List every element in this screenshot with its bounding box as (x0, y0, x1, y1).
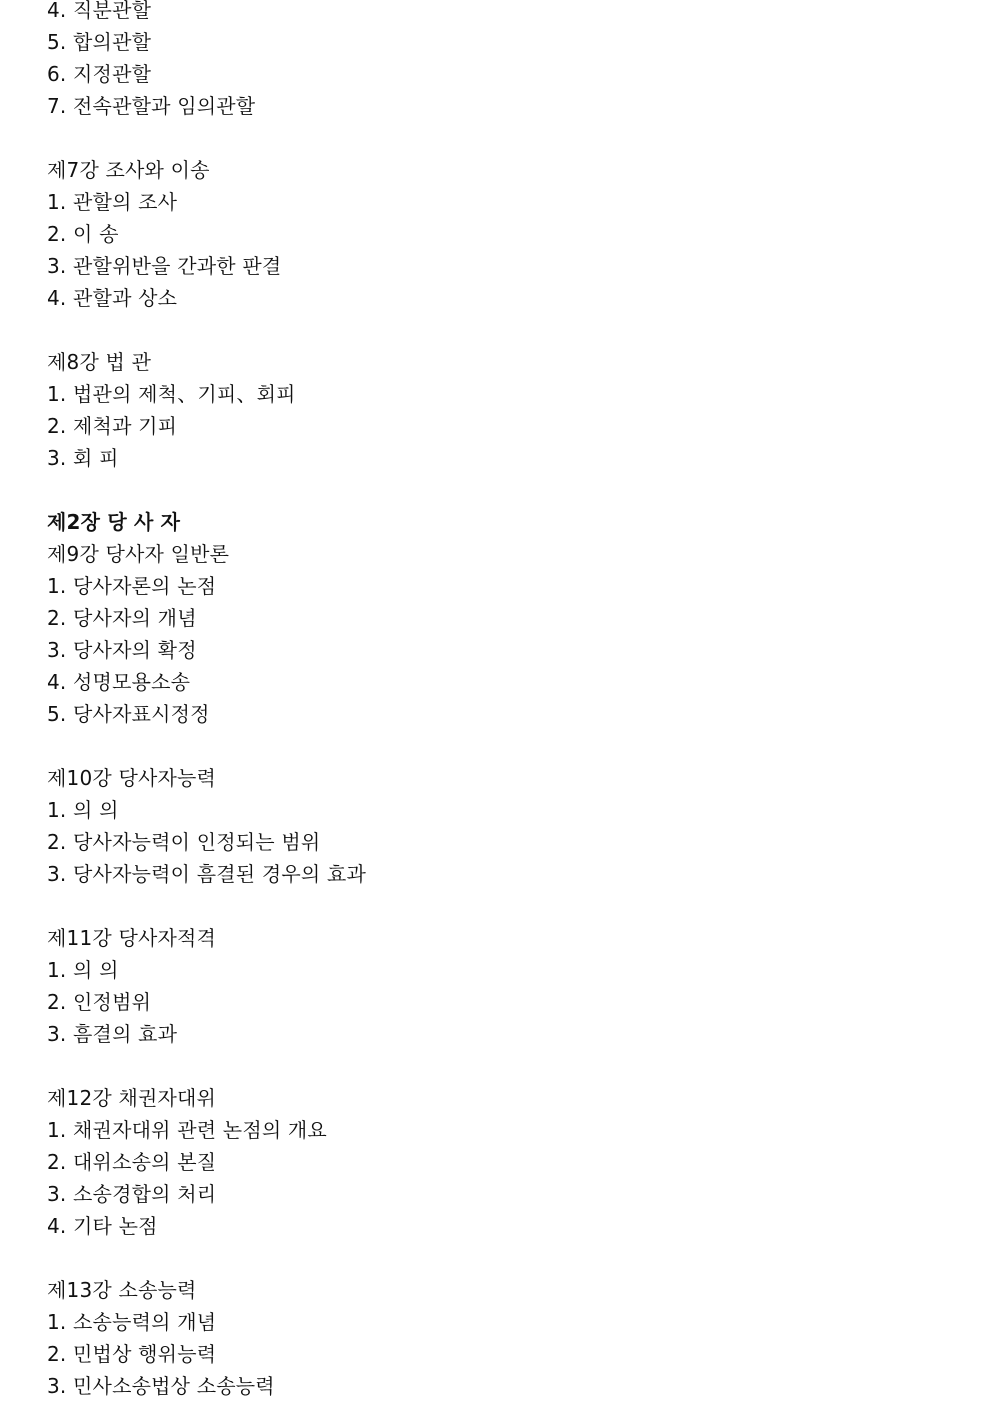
list-item: 4. 성명모용소송 (47, 670, 191, 694)
spacer (47, 314, 947, 346)
list-item: 7. 전속관할과 임의관할 (47, 94, 256, 118)
spacer (47, 474, 947, 506)
list-item: 2. 민법상 행위능력 (47, 1342, 217, 1366)
list-item: 2. 당사자의 개념 (47, 606, 197, 630)
list-item: 3. 당사자의 확정 (47, 638, 197, 662)
list-item: 5. 합의관할 (47, 30, 152, 54)
list-item: 1. 소송능력의 개념 (47, 1310, 217, 1334)
list-item: 6. 지정관할 (47, 62, 152, 86)
lecture-heading: 제7강 조사와 이송 (47, 158, 210, 182)
list-item: 3. 민사소송법상 소송능력 (47, 1374, 275, 1398)
list-item: 4. 직분관할 (47, 0, 152, 22)
list-item: 1. 의 의 (47, 958, 119, 982)
lecture-heading: 제8강 법 관 (47, 350, 152, 374)
lecture-heading: 제12강 채권자대위 (47, 1086, 217, 1110)
list-item: 3. 소송경합의 처리 (47, 1182, 217, 1206)
list-item: 3. 당사자능력이 흠결된 경우의 효과 (47, 862, 366, 886)
list-item: 5. 당사자표시정정 (47, 702, 210, 726)
spacer (47, 1050, 947, 1082)
list-item: 1. 법관의 제척、기피、회피 (47, 382, 296, 406)
list-item: 4. 관할과 상소 (47, 286, 178, 310)
list-item: 2. 이 송 (47, 222, 119, 246)
list-item: 3. 흠결의 효과 (47, 1022, 178, 1046)
spacer (47, 890, 947, 922)
list-item: 1. 채권자대위 관련 논점의 개요 (47, 1118, 327, 1142)
list-item: 2. 대위소송의 본질 (47, 1150, 217, 1174)
list-item: 2. 인정범위 (47, 990, 152, 1014)
lecture-heading: 제10강 당사자능력 (47, 766, 217, 790)
list-item: 2. 당사자능력이 인정되는 범위 (47, 830, 321, 854)
document-page (47, 0, 947, 1402)
spacer (47, 122, 947, 154)
spacer (47, 730, 947, 762)
list-item: 4. 기타 논점 (47, 1214, 158, 1238)
list-item: 3. 관할위반을 간과한 판결 (47, 254, 282, 278)
lecture-heading: 제9강 당사자 일반론 (47, 542, 230, 566)
list-item: 2. 제척과 기피 (47, 414, 178, 438)
list-item: 1. 관할의 조사 (47, 190, 178, 214)
chapter-heading: 제2장 당 사 자 (47, 510, 181, 534)
lecture-heading: 제13강 소송능력 (47, 1278, 197, 1302)
spacer (47, 1242, 947, 1274)
lecture-heading: 제11강 당사자적격 (47, 926, 217, 950)
list-item: 1. 당사자론의 논점 (47, 574, 217, 598)
list-item: 1. 의 의 (47, 798, 119, 822)
list-item: 3. 회 피 (47, 446, 119, 470)
